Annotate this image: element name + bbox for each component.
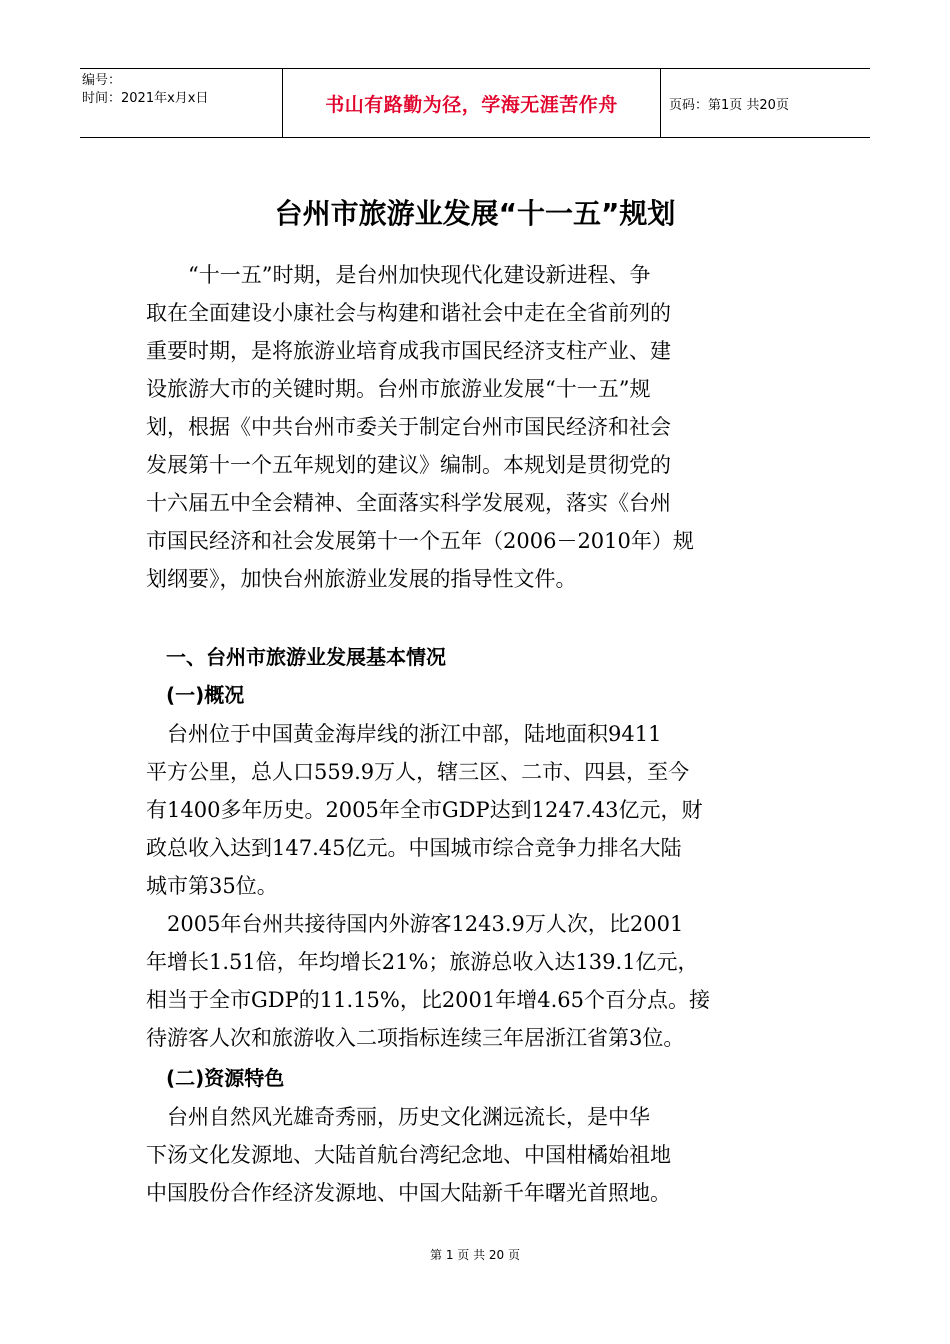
body-text-line: 市国民经济和社会发展第十一个五年（2006－2010年）规 [146,529,694,553]
body-text-line: 十六届五中全会精神、全面落实科学发展观，落实《台州 [146,491,671,515]
body-text-line: 年增长1.51倍，年均增长21%；旅游总收入达139.1亿元， [146,950,699,974]
body-text-line: “十一五”时期，是台州加快现代化建设新进程、争 [146,263,651,287]
body-text-line: 中国股份合作经济发源地、中国大陆新千年曙光首照地。 [146,1181,671,1205]
body-text-line: 台州位于中国黄金海岸线的浙江中部，陆地面积9411 [146,722,662,746]
header-meta [80,69,282,137]
body-text-line: 下汤文化发源地、大陆首航台湾纪念地、中国柑橘始祖地 [146,1143,671,1167]
body-text-line: 有1400多年历史。2005年全市GDP达到1247.43亿元，财 [146,798,703,822]
body-text-line: 划纲要》，加快台州旅游业发展的指导性文件。 [146,567,577,591]
document-title: 台州市旅游业发展“十一五”规划 [274,197,676,230]
body-text-line: 重要时期，是将旅游业培育成我市国民经济支柱产业、建 [146,339,671,363]
body-text-line: 发展第十一个五年规划的建议》编制。本规划是贯彻党的 [146,453,671,477]
body-text-line: 设旅游大市的关键时期。台州市旅游业发展“十一五”规 [146,377,651,401]
document-number-label: 编号： [82,73,122,88]
body-text-line: 政总收入达到147.45亿元。中国城市综合竞争力排名大陆 [146,836,682,860]
body-text-line: 台州自然风光雄奇秀丽，历史文化渊远流长，是中华 [146,1105,650,1129]
section-heading: (二)资源特色 [146,1066,285,1090]
header-page-cell [661,69,870,137]
body-text-line: 平方公里，总人口559.9万人，辖三区、二市、四县，至今 [146,760,690,784]
section-heading: (一)概况 [146,683,245,707]
body-text-line: 城市第35位。 [146,874,278,898]
header-motto-cell [282,69,661,137]
body-text-line: 待游客人次和旅游收入二项指标连续三年居浙江省第3位。 [146,1026,685,1050]
header-page-number: 页码：第1页 共20页 [669,97,789,113]
body-text-line: 相当于全市GDP的11.15%，比2001年增4.65个百分点。接 [146,988,711,1012]
document-time-label: 时间：2021年x月x日 [82,91,209,106]
page-header [80,68,870,138]
body-text-line: 取在全面建设小康社会与构建和谐社会中走在全省前列的 [146,301,671,325]
page-footer: 第 1 页 共 20 页 [430,1248,520,1262]
body-text-line: 划，根据《中共台州市委关于制定台州市国民经济和社会 [146,415,671,439]
body-text-line: 2005年台州共接待国内外游客1243.9万人次，比2001 [146,912,684,936]
header-motto: 书山有路勤为径，学海无涯苦作舟 [325,93,618,116]
section-heading: 一、台州市旅游业发展基本情况 [146,645,446,669]
